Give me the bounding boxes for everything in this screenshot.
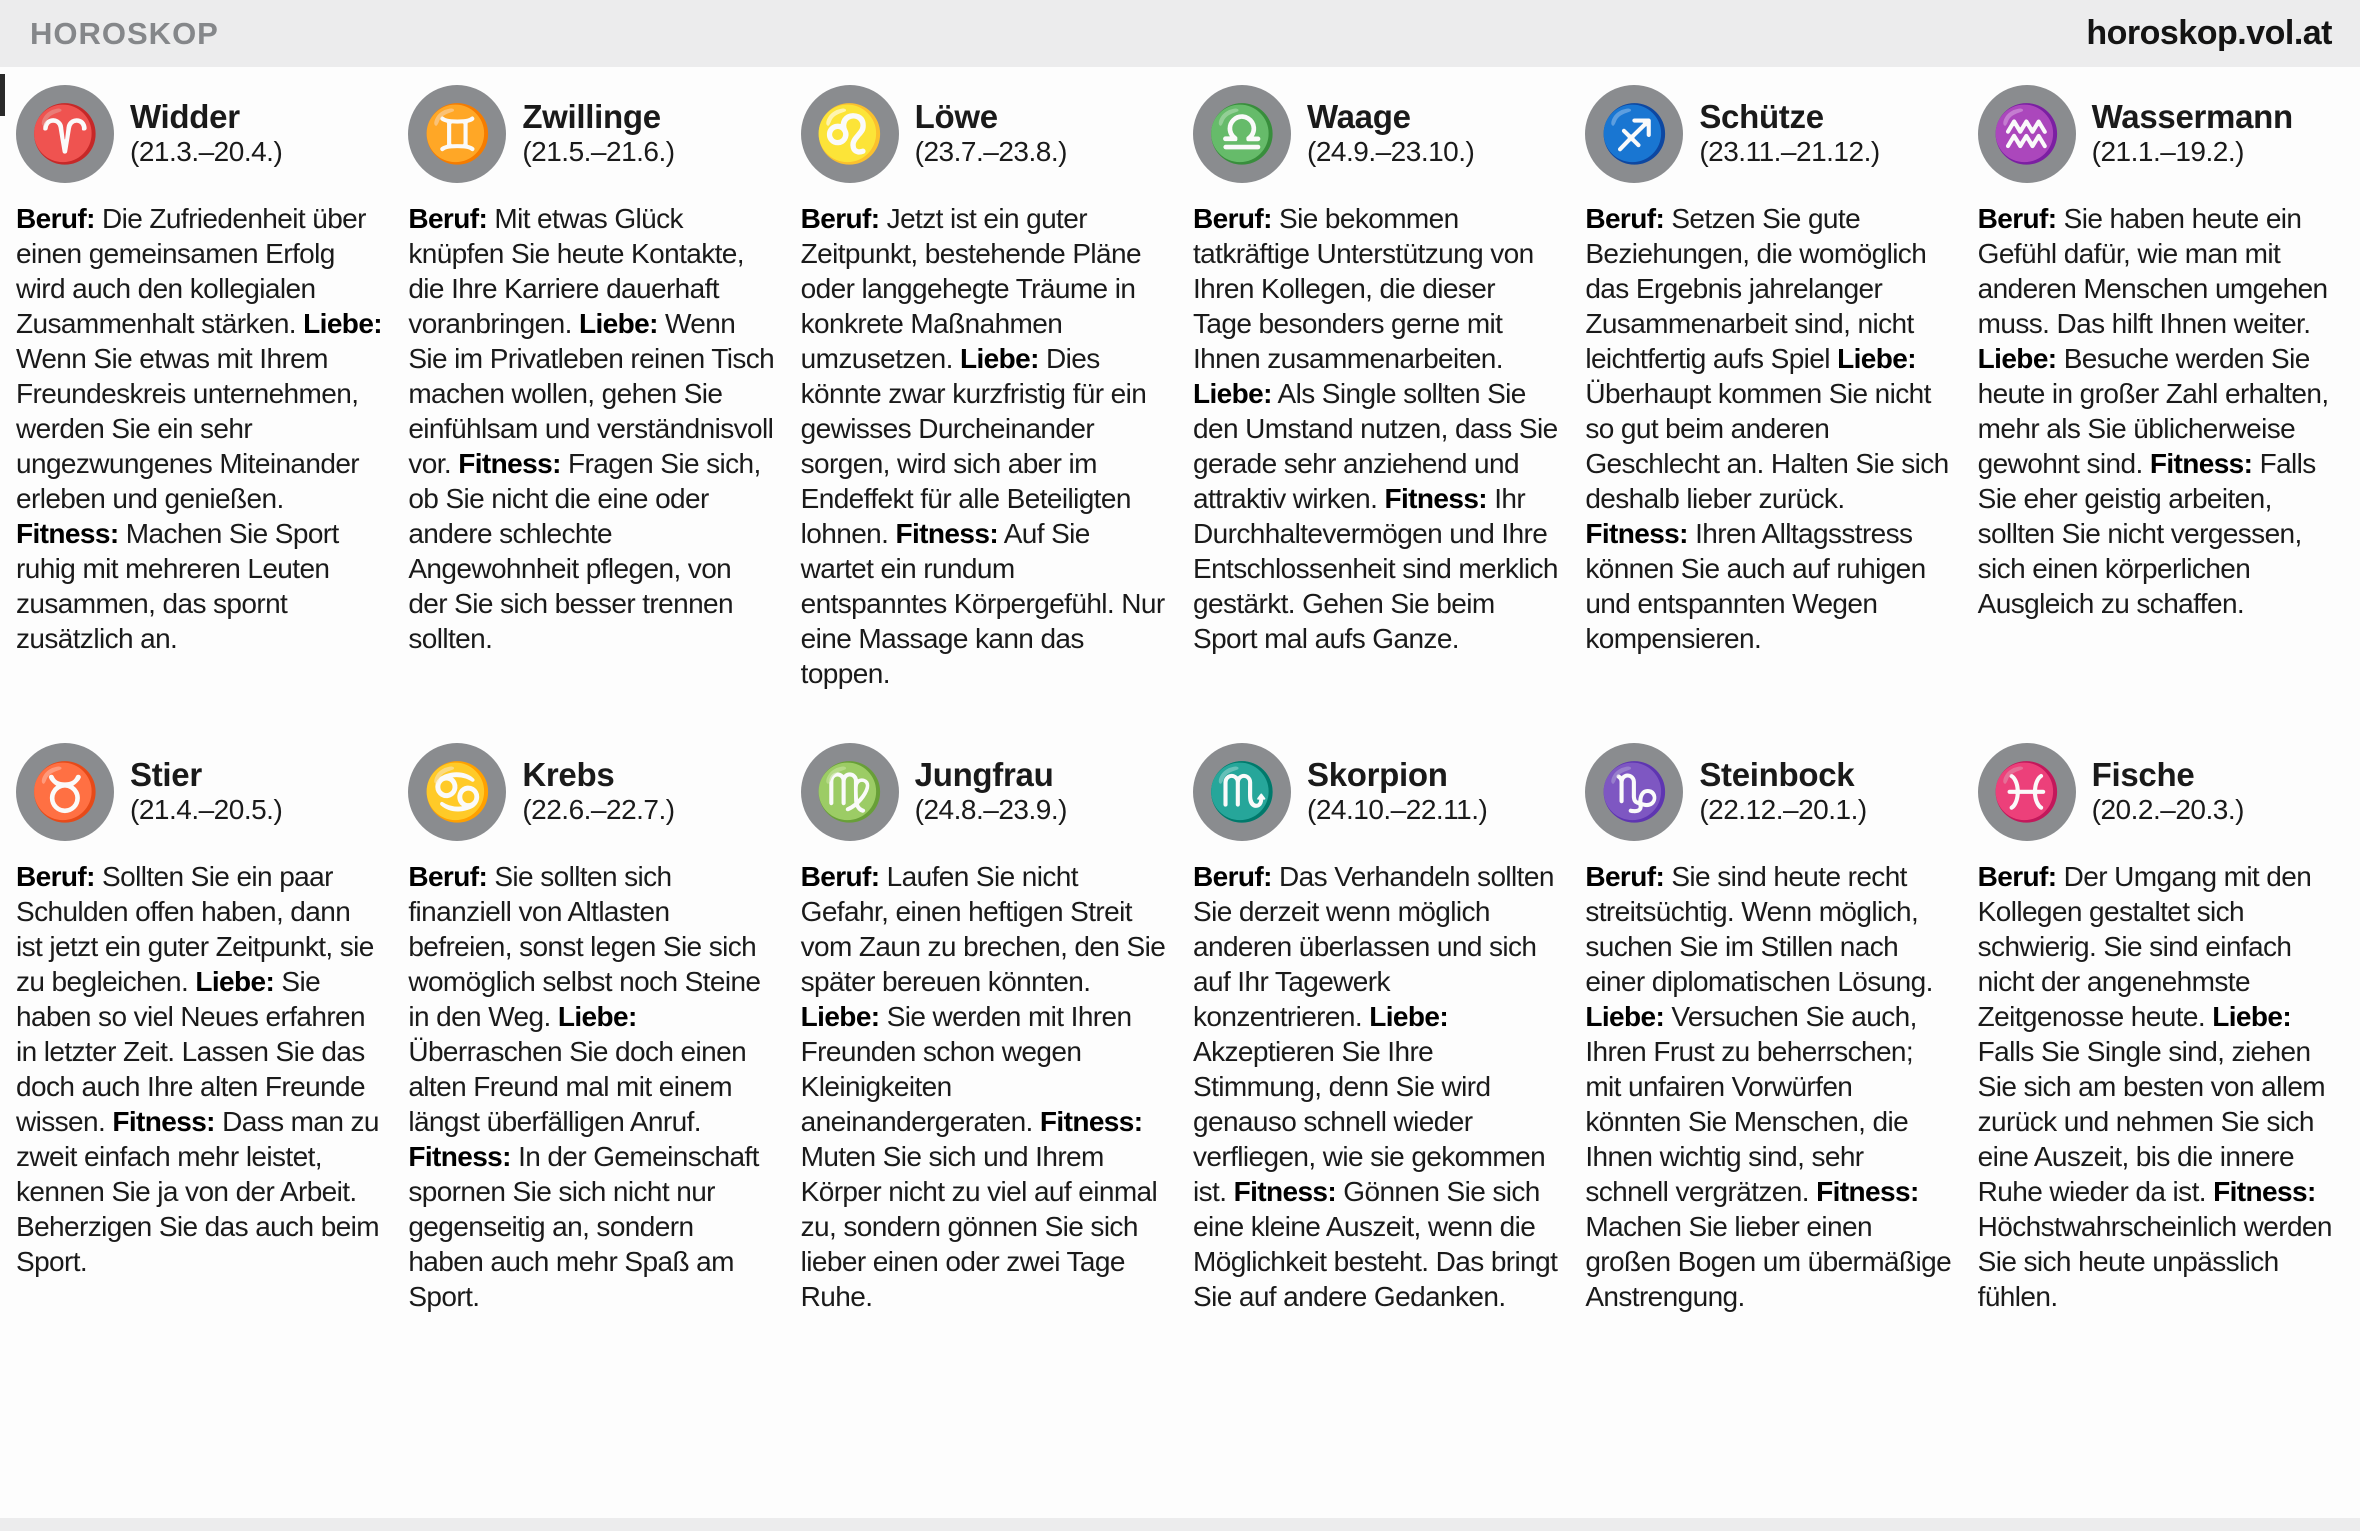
sign-dates: (21.5.–21.6.) [522, 136, 675, 168]
taurus-icon: ♉ [16, 743, 114, 841]
section-label: Beruf: [1977, 203, 2057, 234]
sign-header [1585, 85, 1951, 183]
sign-text: Beruf: Sie bekommen tatkräftige Unterstützung von Ihren Kollegen, die dieser Tage besonders gerne mit Ihnen zusammenarbeiten. Liebe: Als Single sollten Sie den Umstand nutzen, dass Sie gerade sehr anziehend und attraktiv wirken. Fitness: Ihr Durchhaltevermögen und Ihre Entschlossenheit sind merklich gestärkt. Gehen Sie beim Sport mal aufs Ganze. [1193, 203, 1558, 654]
section-label: Liebe: [1977, 343, 2057, 374]
virgo-icon: ♍ [801, 743, 899, 841]
sign-name: Fische [2091, 756, 2195, 794]
sign-name: Zwillinge [522, 98, 661, 136]
sign-header [1978, 85, 2344, 183]
section-label: Beruf: [408, 861, 488, 892]
sign-title-block [130, 757, 282, 826]
section-label: Beruf: [800, 861, 880, 892]
section-label: Liebe: [959, 343, 1039, 374]
sign-title-block [522, 757, 674, 826]
sign-header [801, 85, 1167, 183]
sign-dates: (24.10.–22.11.) [1307, 794, 1488, 826]
sign-card [1978, 743, 2344, 1314]
sign-name: Krebs [522, 756, 615, 794]
section-label: Liebe: [1585, 1001, 1665, 1032]
section-label: Fitness: [1233, 1176, 1337, 1207]
section-label: Beruf: [16, 861, 95, 892]
section-label: Liebe: [800, 1001, 880, 1032]
sign-title-block [130, 99, 282, 168]
section-label: Fitness: [112, 1106, 215, 1137]
sign-card [1978, 85, 2344, 691]
sign-name: Waage [1307, 98, 1411, 136]
section-label: Beruf: [16, 203, 95, 234]
sign-name: Stier [130, 756, 202, 794]
sign-card [1193, 85, 1559, 691]
sign-text: Beruf: Der Umgang mit den Kollegen gestaltet sich schwierig. Sie sind einfach nicht der angenehmste Zeitgenosse heute. Liebe: Falls Sie Single sind, ziehen Sie sich am besten von allem zurück und nehmen Sie sich eine Auszeit, bis die innere Ruhe wieder da ist. Fitness: Höchstwahrscheinlich werden Sie sich heute unpässlich fühlen. [1977, 861, 2332, 1312]
section-label: Liebe: [303, 308, 383, 339]
sign-title-block [1307, 757, 1487, 826]
sign-name: Widder [130, 98, 240, 136]
left-edge-tick [0, 74, 5, 116]
section-label: Liebe: [195, 966, 275, 997]
leo-icon: ♌ [801, 85, 899, 183]
sign-title-block [915, 99, 1067, 168]
sign-title-block [2092, 99, 2293, 168]
aries-icon: ♈ [16, 85, 114, 183]
sign-dates: (20.2.–20.3.) [2091, 794, 2244, 826]
section-label: Liebe: [578, 308, 658, 339]
section-label: Fitness: [2213, 1176, 2316, 1207]
sign-name: Wassermann [2091, 98, 2293, 136]
sagittarius-icon: ♐ [1585, 85, 1683, 183]
sign-dates: (23.11.–21.12.) [1699, 136, 1880, 168]
sign-header [408, 743, 774, 841]
signs-grid [0, 67, 2360, 1314]
sign-title-block [915, 757, 1067, 826]
section-label: Liebe: [1369, 1001, 1449, 1032]
sign-card [801, 743, 1167, 1314]
sign-title-block [1699, 757, 1866, 826]
sign-header [16, 85, 382, 183]
sign-card [408, 85, 774, 691]
sign-title-block [1699, 99, 1879, 168]
sign-card [16, 85, 382, 691]
site-url: horoskop.vol.at [2086, 14, 2332, 52]
sign-dates: (21.3.–20.4.) [130, 136, 283, 168]
masthead [0, 0, 2360, 67]
section-label: Liebe: [1837, 343, 1916, 374]
sign-header [16, 743, 382, 841]
sign-dates: (24.8.–23.9.) [914, 794, 1067, 826]
sign-card [16, 743, 382, 1314]
sign-header [1193, 743, 1559, 841]
sign-text: Beruf: Jetzt ist ein guter Zeitpunkt, bestehende Pläne oder langgehegte Träume in konkrete Maßnahmen umzusetzen. Liebe: Dies könnte zwar kurzfristig für ein gewisses Durcheinander sorgen, wird sich aber im Endeffekt für alle Beteiligten lohnen. Fitness: Auf Sie wartet ein rundum entspanntes Körpergefühl. Nur eine Massage kann das toppen. [800, 203, 1165, 689]
sign-name: Löwe [914, 98, 998, 136]
section-label: Liebe: [557, 1001, 637, 1032]
section-label: Fitness: [1039, 1106, 1143, 1137]
section-label: Fitness: [2149, 448, 2253, 479]
cancer-icon: ♋ [408, 743, 506, 841]
pisces-icon: ♓ [1978, 743, 2076, 841]
section-label: Fitness: [458, 448, 561, 479]
sign-name: Skorpion [1307, 756, 1448, 794]
sign-title-block [2092, 757, 2244, 826]
sign-dates: (22.12.–20.1.) [1699, 794, 1867, 826]
page-title: HOROSKOP [30, 15, 219, 51]
section-label: Beruf: [1585, 203, 1665, 234]
section-label: Fitness: [895, 518, 999, 549]
section-label: Fitness: [1816, 1176, 1919, 1207]
section-label: Fitness: [1384, 483, 1488, 514]
sign-name: Schütze [1699, 98, 1824, 136]
section-label: Liebe: [2212, 1001, 2292, 1032]
sign-name: Steinbock [1699, 756, 1855, 794]
sign-dates: (24.9.–23.10.) [1307, 136, 1475, 168]
gemini-icon: ♊ [408, 85, 506, 183]
libra-icon: ♎ [1193, 85, 1291, 183]
sign-dates: (21.1.–19.2.) [2091, 136, 2244, 168]
sign-text: Beruf: Das Verhandeln sollten Sie derzeit wenn möglich anderen überlassen und sich auf Ihr Tagewerk konzentrieren. Liebe: Akzeptieren Sie Ihre Stimmung, denn Sie wird genauso schnell wieder verfliegen, wie sie gekommen ist. Fitness: Gönnen Sie sich eine kleine Auszeit, wenn die Möglichkeit besteht. Das bringt Sie auf andere Gedanken. [1193, 861, 1558, 1312]
section-label: Fitness: [16, 518, 119, 549]
section-label: Liebe: [1193, 378, 1272, 409]
section-label: Beruf: [408, 203, 488, 234]
sign-text: Beruf: Setzen Sie gute Beziehungen, die womöglich das Ergebnis jahrelanger Zusammenarbeit sind, nicht leichtfertig aufs Spiel Liebe: Überhaupt kommen Sie nicht so gut beim anderen Geschlecht an. Halten Sie sich deshalb lieber zurück. Fitness: Ihren Alltagsstress können Sie auch auf ruhigen und entspannten Wegen kompensieren. [1585, 203, 1949, 654]
sign-text: Beruf: Laufen Sie nicht Gefahr, einen heftigen Streit vom Zaun zu brechen, den Sie später bereuen könnten. Liebe: Sie werden mit Ihren Freunden schon wegen Kleinigkeiten aneinandergeraten. Fitness: Muten Sie sich und Ihrem Körper nicht zu viel auf einmal zu, sondern gönnen Sie sich lieber einen oder zwei Tage Ruhe. [800, 861, 1166, 1312]
section-label: Beruf: [1977, 861, 2057, 892]
sign-header [408, 85, 774, 183]
sign-header [1585, 743, 1951, 841]
aquarius-icon: ♒ [1978, 85, 2076, 183]
sign-dates: (23.7.–23.8.) [914, 136, 1067, 168]
sign-text: Beruf: Sie haben heute ein Gefühl dafür, wie man mit anderen Menschen umgehen muss. Das hilft Ihnen weiter. Liebe: Besuche werden Sie heute in großer Zahl erhalten, mehr als Sie üblicherweise gewohnt sind. Fitness: Falls Sie eher geistig arbeiten, sollten Sie nicht vergessen, sich einen körperlichen Ausgleich zu schaffen. [1977, 203, 2329, 619]
sign-card [1585, 743, 1951, 1314]
sign-title-block [1307, 99, 1474, 168]
section-label: Beruf: [1193, 203, 1272, 234]
sign-name: Jungfrau [914, 756, 1054, 794]
sign-header [1193, 85, 1559, 183]
sign-title-block [522, 99, 674, 168]
sign-text: Beruf: Sie sind heute recht streitsüchtig. Wenn möglich, suchen Sie im Stillen nach einer diplomatischen Lösung. Liebe: Versuchen Sie auch, Ihren Frust zu beherrschen; mit unfairen Vorwürfen könnten Sie Menschen, die Ihnen wichtig sind, sehr schnell vergrätzen. Fitness: Machen Sie lieber einen großen Bogen um übermäßige Anstrengung. [1585, 861, 1952, 1312]
sign-header [1978, 743, 2344, 841]
sign-card [1193, 743, 1559, 1314]
capricorn-icon: ♑ [1585, 743, 1683, 841]
sign-card [1585, 85, 1951, 691]
section-label: Fitness: [1585, 518, 1688, 549]
sign-text: Beruf: Sie sollten sich finanziell von Altlasten befreien, sonst legen Sie sich womöglich selbst noch Steine in den Weg. Liebe: Überraschen Sie doch einen alten Freund mal mit einem längst überfälligen Anruf. Fitness: In der Gemeinschaft spornen Sie sich nicht nur gegenseitig an, sondern haben auch mehr Spaß am Sport. [408, 861, 761, 1312]
sign-text: Beruf: Sollten Sie ein paar Schulden offen haben, dann ist jetzt ein guter Zeitpunkt, sie zu begleichen. Liebe: Sie haben so viel Neues erfahren in letzter Zeit. Lassen Sie das doch auch Ihre alten Freunde wissen. Fitness: Dass man zu zweit einfach mehr leistet, kennen Sie ja von der Arbeit. Beherzigen Sie das auch beim Sport. [16, 861, 379, 1277]
scorpio-icon: ♏ [1193, 743, 1291, 841]
sign-text: Beruf: Mit etwas Glück knüpfen Sie heute Kontakte, die Ihre Karriere dauerhaft voranbringen. Liebe: Wenn Sie im Privatleben reinen Tisch machen wollen, gehen Sie einfühlsam und verständnisvoll vor. Fitness: Fragen Sie sich, ob Sie nicht die eine oder andere schlechte Angewohnheit pflegen, von der Sie sich besser trennen sollten. [408, 203, 775, 654]
sign-dates: (21.4.–20.5.) [130, 794, 283, 826]
sign-card [408, 743, 774, 1314]
bottom-strip [0, 1518, 2360, 1531]
section-label: Fitness: [408, 1141, 511, 1172]
sign-card [801, 85, 1167, 691]
sign-header [801, 743, 1167, 841]
sign-text: Beruf: Die Zufriedenheit über einen gemeinsamen Erfolg wird auch den kollegialen Zusammenhalt stärken. Liebe: Wenn Sie etwas mit Ihrem Freundeskreis unternehmen, werden Sie ein sehr ungezwungenes Miteinander erleben und genießen. Fitness: Machen Sie Sport ruhig mit mehreren Leuten zusammen, das spornt zusätzlich an. [16, 203, 383, 654]
section-label: Beruf: [1193, 861, 1272, 892]
section-label: Beruf: [1585, 861, 1665, 892]
section-label: Beruf: [800, 203, 880, 234]
sign-dates: (22.6.–22.7.) [522, 794, 675, 826]
